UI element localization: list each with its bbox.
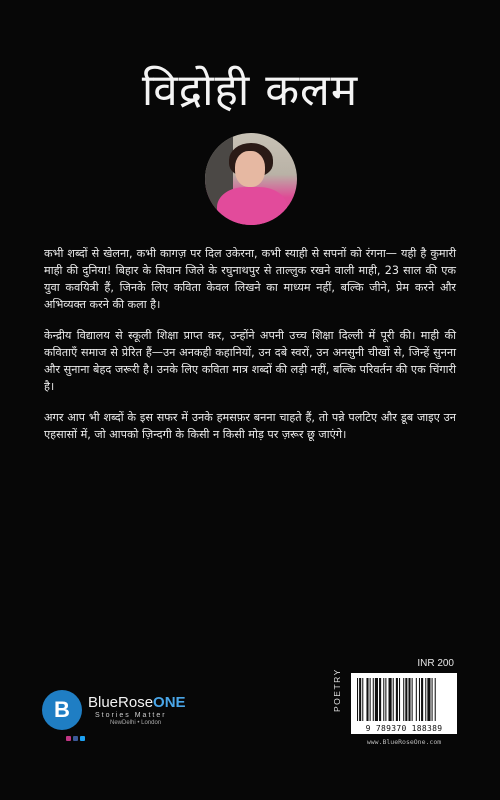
barcode-bar: [373, 678, 374, 721]
twitter-icon: [80, 736, 85, 741]
isbn-number: 9 789370 188389: [365, 724, 443, 733]
barcode-bar: [379, 678, 381, 721]
barcode-bar: [412, 678, 413, 721]
author-photo: [205, 133, 297, 225]
barcode-bar: [405, 678, 407, 721]
publisher-name: [88, 694, 186, 711]
barcode-bar: [389, 678, 392, 721]
barcode-bar: [419, 678, 420, 721]
barcode-bar: [357, 678, 358, 721]
publisher-name-accent: ONE: [153, 694, 186, 711]
publisher-cities: NewDelhi • London: [110, 720, 162, 726]
barcode-bar: [359, 678, 361, 721]
back-cover-blurb: [44, 245, 456, 457]
blurb-paragraph-3: अगर आप भी शब्दों के इस सफर में उनके हमसफ़र बनना चाहते हैं, तो पन्ने पलटिए और डूब जाइए उन एहसासों में, जो आपको ज़िन्दगी के किसी न किसी मोड़ पर ज़रूर छू जाएंगे।: [44, 411, 456, 441]
isbn-barcode: [351, 673, 457, 734]
photo-face: [235, 151, 265, 187]
book-title: विद्रोही कलम: [141, 65, 359, 116]
barcode-bar: [375, 678, 378, 721]
facebook-icon: [73, 736, 78, 741]
price-label: INR 200: [417, 658, 454, 669]
barcode-bar: [408, 678, 410, 721]
barcode-bar: [362, 678, 363, 721]
barcode-icon: [351, 673, 457, 723]
barcode-bar: [399, 678, 400, 721]
barcode-bar: [366, 678, 368, 721]
barcode-bar: [432, 678, 433, 721]
barcode-bar: [416, 678, 417, 721]
barcode-bar: [385, 678, 386, 721]
publisher-tagline: Stories Matter: [95, 712, 167, 719]
publisher-name-plain: BlueRose: [88, 694, 154, 711]
publisher-website: www.BlueRoseOne.com: [366, 738, 442, 746]
genre-label: POETRY: [332, 668, 342, 712]
barcode-bar: [396, 678, 398, 721]
barcode-bar: [370, 678, 371, 721]
barcode-bar: [403, 678, 404, 721]
blurb-paragraph-1: कभी शब्दों से खेलना, कभी कागज़ पर दिल उकेरना, कभी स्याही से सपनों को रंगना— यही है कुमारी माही की दुनिया! बिहार के सिवान जिले के रघुनाथपुर से ताल्लुक रखने वाली माही, 23 साल की एक युवा कवयित्री हैं, जिनके लिए कविता केवल लिखने का माध्यम नहीं, बल्कि जीने, प्रेम करने और अभिव्यक्त करने की कला है।: [44, 247, 456, 311]
publisher-logo-icon: [42, 690, 82, 730]
instagram-icon: [66, 736, 71, 741]
barcode-bar: [393, 678, 394, 721]
photo-body: [217, 187, 287, 225]
logo-letter: B: [54, 697, 70, 722]
barcode-bar: [435, 678, 436, 721]
barcode-bar: [425, 678, 426, 721]
social-icons: [66, 736, 85, 741]
blurb-paragraph-2: केन्द्रीय विद्यालय से स्कूली शिक्षा प्राप्त कर, उन्होंने अपनी उच्च शिक्षा दिल्ली में पूरी की। माही की कविताएँ समाज से प्रेरित हैं—उन अनकही कहानियों, उन दबे स्वरों, उन अनसुनी चीखों से, जिन्हें सुनना और सुनाना बेहद जरूरी है। उनके लिए कविता मात्र शब्दों की लड़ी नहीं, बल्कि परिवर्तन की एक चिंगारी है।: [44, 329, 456, 393]
barcode-bar: [383, 678, 384, 721]
barcode-bar: [421, 678, 423, 721]
barcode-bar: [427, 678, 430, 721]
